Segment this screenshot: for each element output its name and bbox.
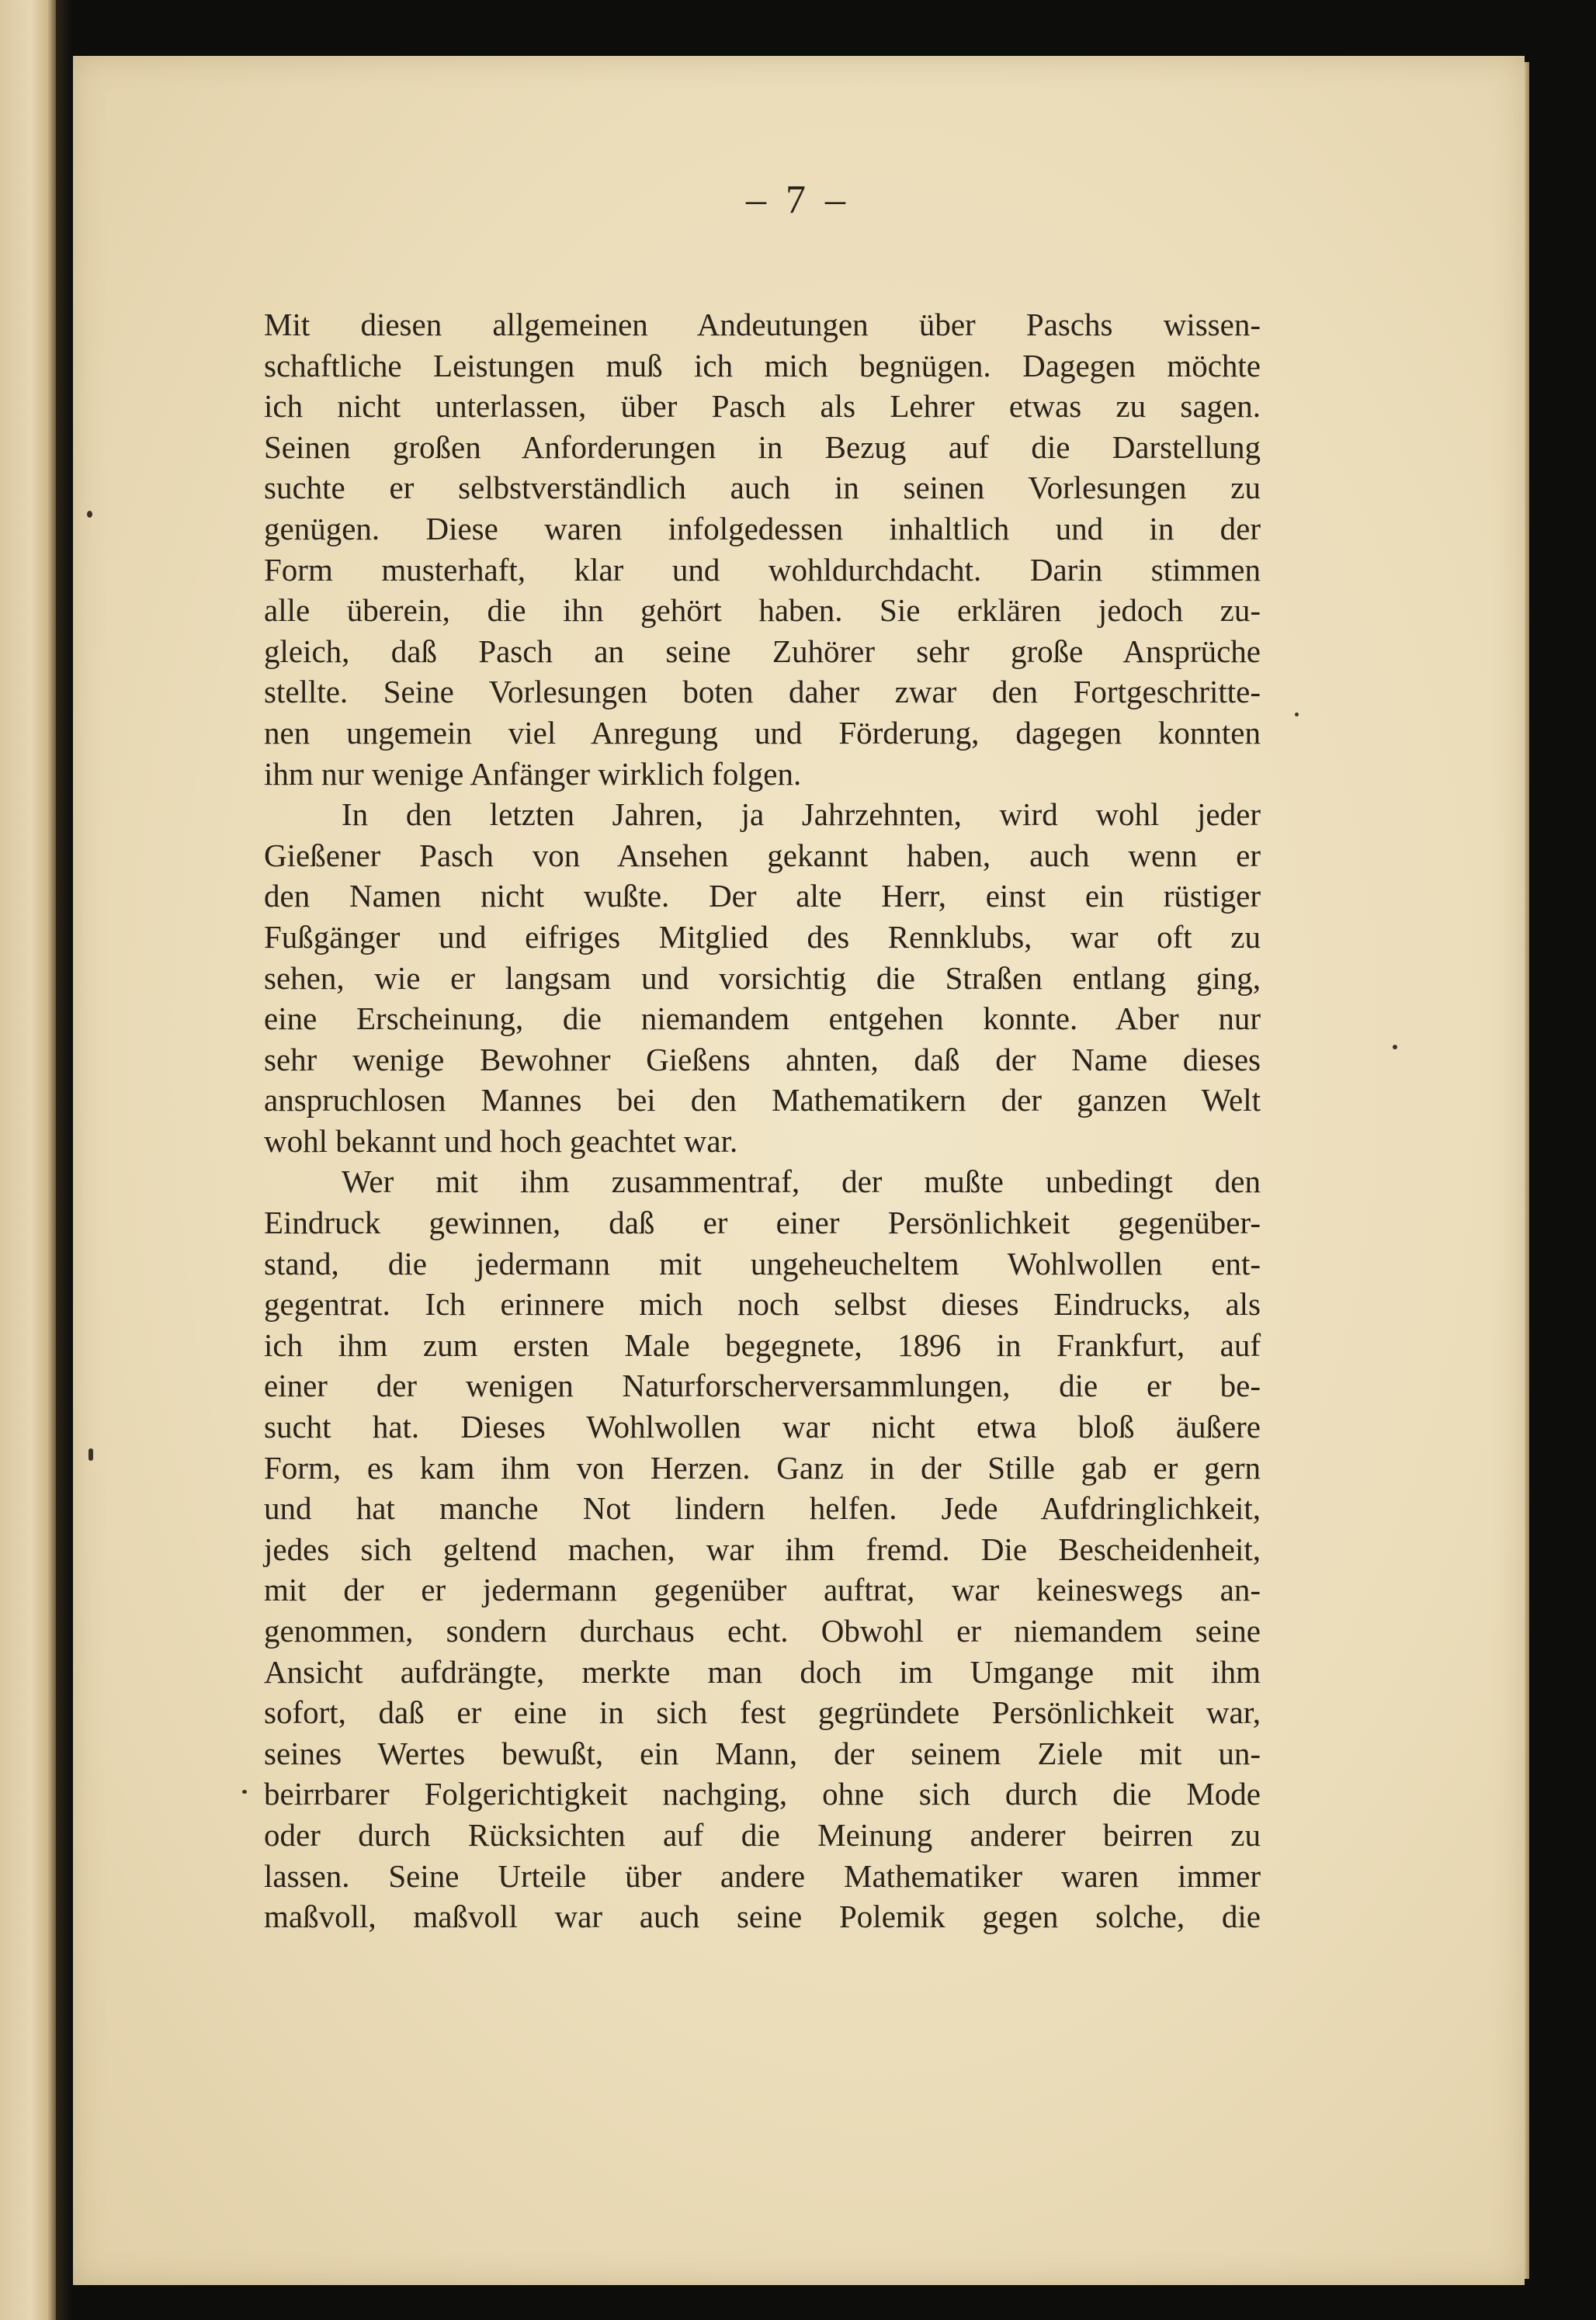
margin-speck <box>242 1790 247 1794</box>
text-line: eine Erscheinung, die niemandem entgehen konnte. Aber nur <box>264 1000 1261 1037</box>
text-line: und hat manche Not lindern helfen. Jede Aufdringlichkeit, <box>264 1490 1261 1527</box>
text-line: Gießener Pasch von Ansehen gekannt haben, auch wenn er <box>264 837 1261 873</box>
margin-speck <box>87 511 92 518</box>
margin-speck <box>1295 713 1299 716</box>
text-line: schaftliche Leistungen muß ich mich begnügen. Dagegen möchte <box>264 347 1261 383</box>
text-line: Wer mit ihm zusammentraf, der mußte unbedingt den <box>342 1163 1261 1200</box>
text-line: nen ungemein viel Anregung und Förderung, dagegen konnten <box>264 714 1261 751</box>
text-line: Eindruck gewinnen, daß er einer Persönlichkeit gegenüber- <box>264 1205 1261 1241</box>
text-line: gleich, daß Pasch an seine Zuhörer sehr große Ansprüche <box>264 633 1261 669</box>
text-line: Ansicht aufdrängte, merkte man doch im Umgange mit ihm <box>264 1653 1261 1690</box>
text-line: seines Wertes bewußt, ein Mann, der seinem Ziele mit un- <box>264 1735 1261 1771</box>
text-line: beirrbarer Folgerichtigkeit nachging, ohne sich durch die Mode <box>264 1776 1261 1812</box>
page-number: – 7 – <box>746 178 850 222</box>
text-line: den Namen nicht wußte. Der alte Herr, einst ein rüstiger <box>264 878 1261 914</box>
text-line: Form, es kam ihm von Herzen. Ganz in der Stille gab er gern <box>264 1449 1261 1486</box>
text-line: alle überein, die ihn gehört haben. Sie erklären jedoch zu- <box>264 592 1261 629</box>
text-line: lassen. Seine Urteile über andere Mathematiker waren immer <box>264 1857 1261 1894</box>
text-line: ich nicht unterlassen, über Pasch als Lehrer etwas zu sagen. <box>264 388 1261 425</box>
text-line: ihm nur wenige Anfänger wirklich folgen. <box>264 755 802 792</box>
text-line: genommen, sondern durchaus echt. Obwohl er niemandem seine <box>264 1613 1261 1649</box>
text-line: mit der er jedermann gegenüber auftrat, war keineswegs an- <box>264 1572 1261 1608</box>
text-line: oder durch Rücksichten auf die Meinung anderer beirren zu <box>264 1816 1261 1853</box>
text-line: stand, die jedermann mit ungeheucheltem Wohlwollen ent- <box>264 1245 1261 1281</box>
text-line: sofort, daß er eine in sich fest gegründete Persönlichkeit war, <box>264 1694 1261 1731</box>
text-line: wohl bekannt und hoch geachtet war. <box>264 1122 738 1159</box>
text-line: In den letzten Jahren, ja Jahrzehnten, wird wohl jeder <box>342 796 1261 833</box>
text-line: suchte er selbstverständlich auch in seinen Vorlesungen zu <box>264 470 1261 506</box>
text-line: stellte. Seine Vorlesungen boten daher zwar den Fortgeschritte- <box>264 674 1261 710</box>
text-line: Seinen großen Anforderungen in Bezug auf die Darstellung <box>264 428 1261 465</box>
book-gutter <box>56 0 73 2320</box>
margin-speck <box>1393 1045 1397 1049</box>
text-line: einer der wenigen Naturforscherversammlungen, die er be- <box>264 1368 1261 1404</box>
text-line: anspruchlosen Mannes bei den Mathematikern der ganzen Welt <box>264 1082 1261 1118</box>
text-line: Form musterhaft, klar und wohldurchdacht. Darin stimmen <box>264 551 1261 588</box>
text-line: maßvoll, maßvoll war auch seine Polemik gegen solche, die <box>264 1899 1261 1935</box>
body-text <box>264 304 1261 1937</box>
text-line: Fußgänger und eifriges Mitglied des Rennklubs, war oft zu <box>264 918 1261 955</box>
text-line: sehen, wie er langsam und vorsichtig die Straßen entlang ging, <box>264 959 1261 996</box>
text-line: ich ihm zum ersten Male begegnete, 1896 in Frankfurt, auf <box>264 1326 1261 1363</box>
text-line: sucht hat. Dieses Wohlwollen war nicht etwa bloß äußere <box>264 1409 1261 1445</box>
page-edge-shadow <box>1525 62 1529 2279</box>
text-line: sehr wenige Bewohner Gießens ahnten, daß der Name dieses <box>264 1041 1261 1077</box>
text-line: genügen. Diese waren infolgedessen inhaltlich und in der <box>264 510 1261 546</box>
left-page-edge <box>0 0 56 2320</box>
margin-speck <box>88 1448 93 1461</box>
text-line: jedes sich geltend machen, war ihm fremd. Die Bescheidenheit, <box>264 1531 1261 1567</box>
text-line: Mit diesen allgemeinen Andeutungen über Paschs wissen- <box>264 307 1261 342</box>
text-line: gegentrat. Ich erinnere mich noch selbst dieses Eindrucks, als <box>264 1286 1261 1323</box>
